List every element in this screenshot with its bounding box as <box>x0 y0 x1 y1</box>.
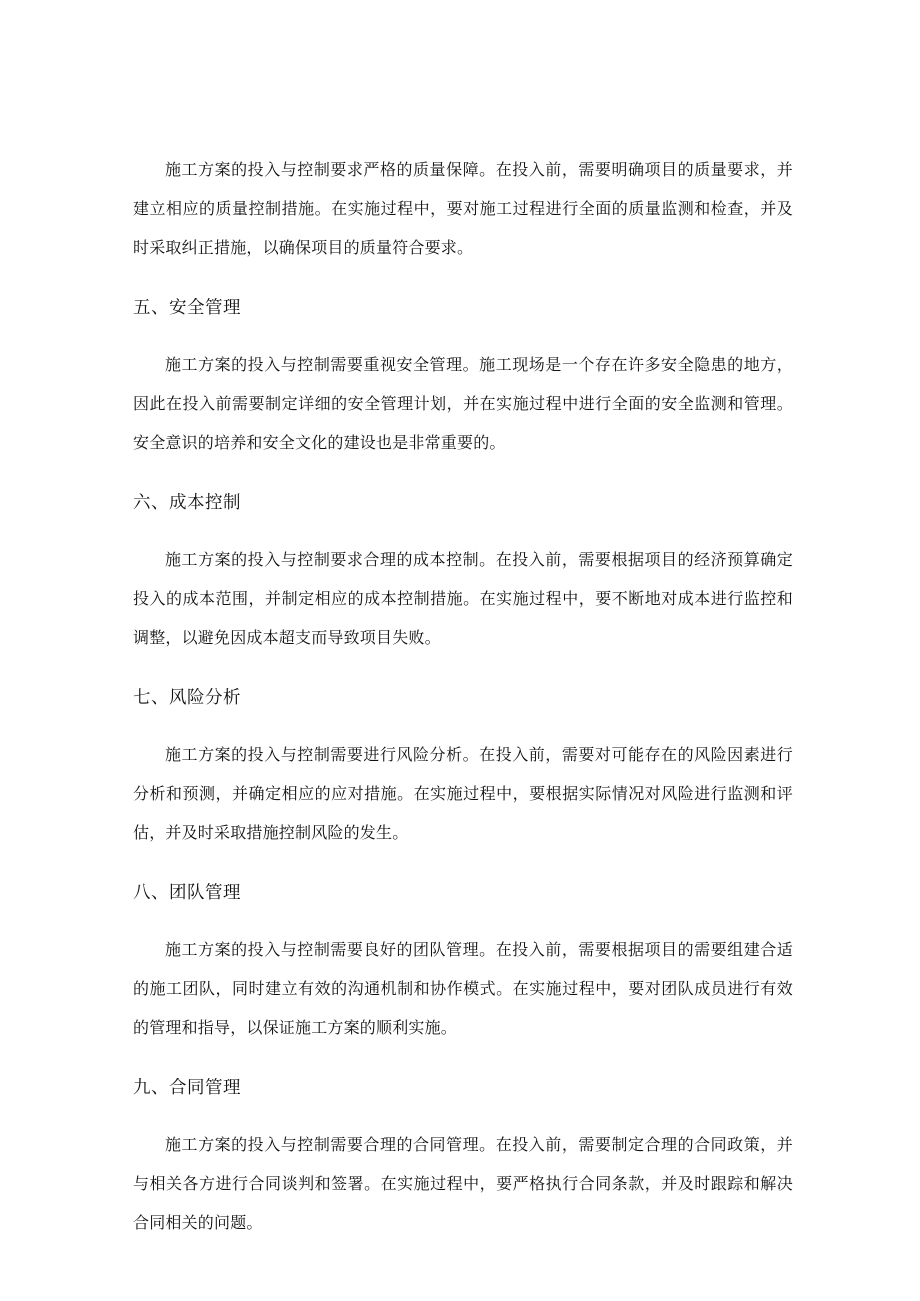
spacer <box>133 1047 793 1076</box>
section-body-contract: 施工方案的投入与控制需要合理的合同管理。在投入前，需要制定合理的合同政策，并与相关各方进行合同谈判和签署。在实施过程中，要严格执行合同条款，并及时跟踪和解决合同相关的问题。 <box>133 1135 793 1232</box>
section-heading-contract: 九、合同管理 <box>133 1078 241 1098</box>
section-body-risk: 施工方案的投入与控制需要进行风险分析。在投入前，需要对可能存在的风险因素进行分析和预测，并确定相应的应对措施。在实施过程中，要根据实际情况对风险进行监测和评估，并及时采取措施控制风险的发生。 <box>133 745 793 842</box>
spacer <box>133 710 793 735</box>
spacer <box>133 320 793 345</box>
section-body-cost: 施工方案的投入与控制要求合理的成本控制。在投入前，需要根据项目的经济预算确定投入的成本范围，并制定相应的成本控制措施。在实施过程中，要不断地对成本进行监控和调整，以避免因成本超支而导致项目失败。 <box>133 550 793 647</box>
spacer <box>133 267 793 296</box>
section-heading-cost: 六、成本控制 <box>133 493 241 513</box>
section-heading-team: 八、团队管理 <box>133 883 241 903</box>
spacer <box>133 1100 793 1125</box>
spacer <box>133 462 793 491</box>
intro-paragraph: 施工方案的投入与控制要求严格的质量保障。在投入前，需要明确项目的质量要求，并建立相应的质量控制措施。在实施过程中，要对施工过程进行全面的质量监测和检查，并及时采取纠正措施，以确保项目的质量符合要求。 <box>133 160 793 257</box>
spacer <box>133 657 793 686</box>
document-body <box>133 150 793 1242</box>
spacer <box>133 852 793 881</box>
section-heading-risk: 七、风险分析 <box>133 688 241 708</box>
spacer <box>133 515 793 540</box>
spacer <box>133 905 793 930</box>
section-heading-safety: 五、安全管理 <box>133 298 241 318</box>
section-body-team: 施工方案的投入与控制需要良好的团队管理。在投入前，需要根据项目的需要组建合适的施工团队，同时建立有效的沟通机制和协作模式。在实施过程中，要对团队成员进行有效的管理和指导，以保证施工方案的顺利实施。 <box>133 940 793 1037</box>
section-body-safety: 施工方案的投入与控制需要重视安全管理。施工现场是一个存在许多安全隐患的地方，因此在投入前需要制定详细的安全管理计划，并在实施过程中进行全面的安全监测和管理。安全意识的培养和安全文化的建设也是非常重要的。 <box>133 355 793 452</box>
